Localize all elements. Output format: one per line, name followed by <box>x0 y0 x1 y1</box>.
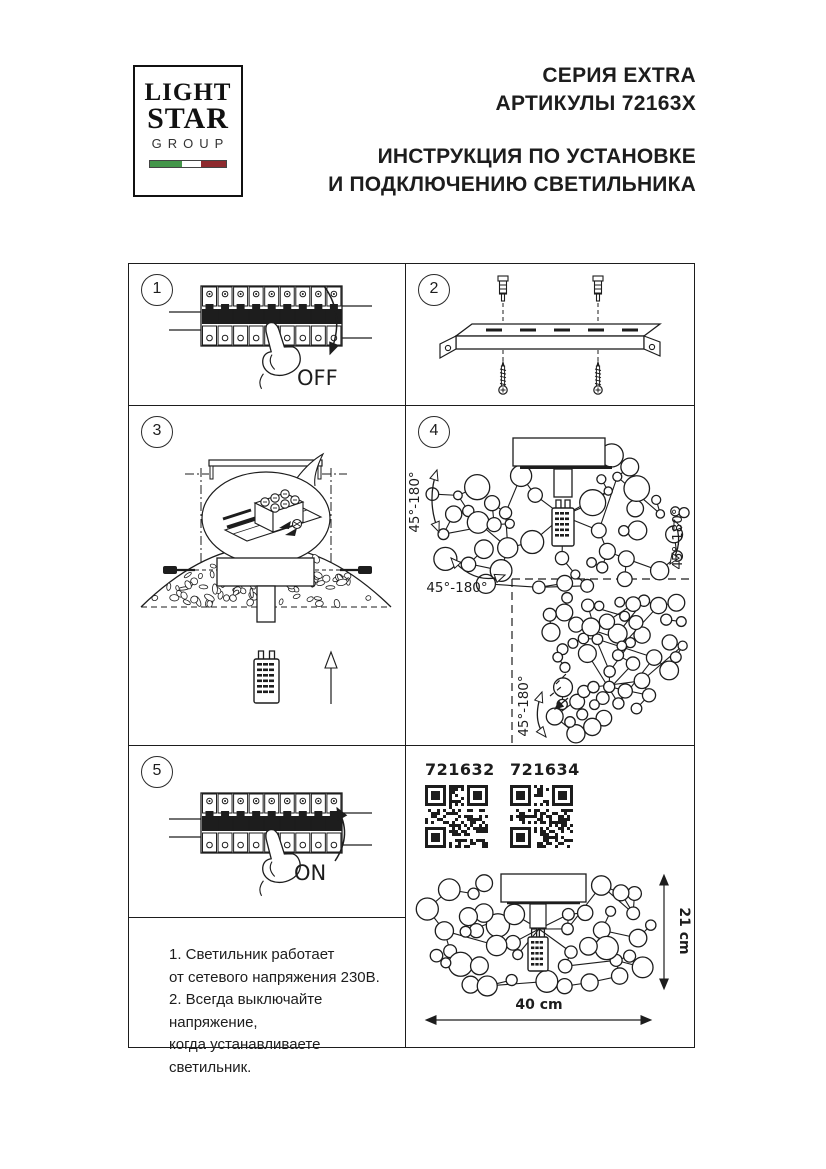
on-label: ON <box>294 861 327 885</box>
qr-code-721634 <box>510 785 573 848</box>
step-3-panel <box>129 406 406 746</box>
rotation-label-left: 45°-180° <box>407 471 423 533</box>
instruction-title <box>328 143 696 199</box>
step-2-badge <box>418 274 450 306</box>
dimensions-illustration <box>406 859 694 1045</box>
flag-red <box>201 161 226 167</box>
note-line-2: от сетевого напряжения 230В. <box>169 968 380 986</box>
article-code-1: 721632 <box>425 760 495 779</box>
step-2-number: 2 <box>429 280 439 297</box>
lightstar-logo <box>133 65 243 197</box>
article-code-2: 721634 <box>510 760 580 779</box>
note-line-3: 2. Всегда выключайте напряжение, <box>169 991 323 1031</box>
off-label: OFF <box>297 366 338 390</box>
step-1-number: 1 <box>152 280 162 297</box>
instruction-grid <box>128 263 695 1076</box>
step-5-number: 5 <box>152 762 162 779</box>
step-1-badge <box>141 274 173 306</box>
rotation-label-bottom: 45°-180° <box>426 580 488 596</box>
italian-flag-stripe <box>149 160 227 168</box>
step-4-badge <box>418 416 450 448</box>
step-5-badge <box>141 756 173 788</box>
articles-title: АРТИКУЛЫ 72163X <box>495 92 696 115</box>
step-2-panel <box>406 264 694 406</box>
height-dimension-label: 21 cm <box>676 907 692 955</box>
step-5-panel <box>129 746 406 918</box>
step-3-mounting-illustration <box>129 406 406 746</box>
width-dimension-label: 40 cm <box>515 997 563 1013</box>
instruction-title-line2: И ПОДКЛЮЧЕНИЮ СВЕТИЛЬНИКА <box>328 173 696 196</box>
rotation-label-right: 45°-180° <box>670 508 686 570</box>
step-4-number: 4 <box>429 422 439 439</box>
step-4-panel <box>406 406 694 746</box>
note-line-4: когда устанавливаете светильник. <box>169 1036 321 1076</box>
note-line-1: 1. Светильник работает <box>169 946 335 963</box>
notes-panel <box>129 918 406 1076</box>
instruction-title-line1: ИНСТРУКЦИЯ ПО УСТАНОВКЕ <box>377 145 696 168</box>
logo-star-text: STAR <box>147 102 229 135</box>
qr-code-721632 <box>425 785 488 848</box>
series-title: СЕРИЯ EXTRA <box>542 64 696 87</box>
header <box>328 62 696 199</box>
flag-white <box>182 161 201 167</box>
logo-group-text: GROUP <box>151 136 230 151</box>
step-1-panel <box>129 264 406 406</box>
logo-light-text: LIGHT <box>144 79 232 106</box>
step-3-number: 3 <box>152 422 162 439</box>
product-panel <box>406 746 694 1047</box>
rotation-label-inset: 45°-180° <box>516 675 532 737</box>
step-3-badge <box>141 416 173 448</box>
safety-notes <box>129 918 405 1079</box>
flag-green <box>150 161 182 167</box>
step-4-rotation-illustration <box>406 406 694 746</box>
